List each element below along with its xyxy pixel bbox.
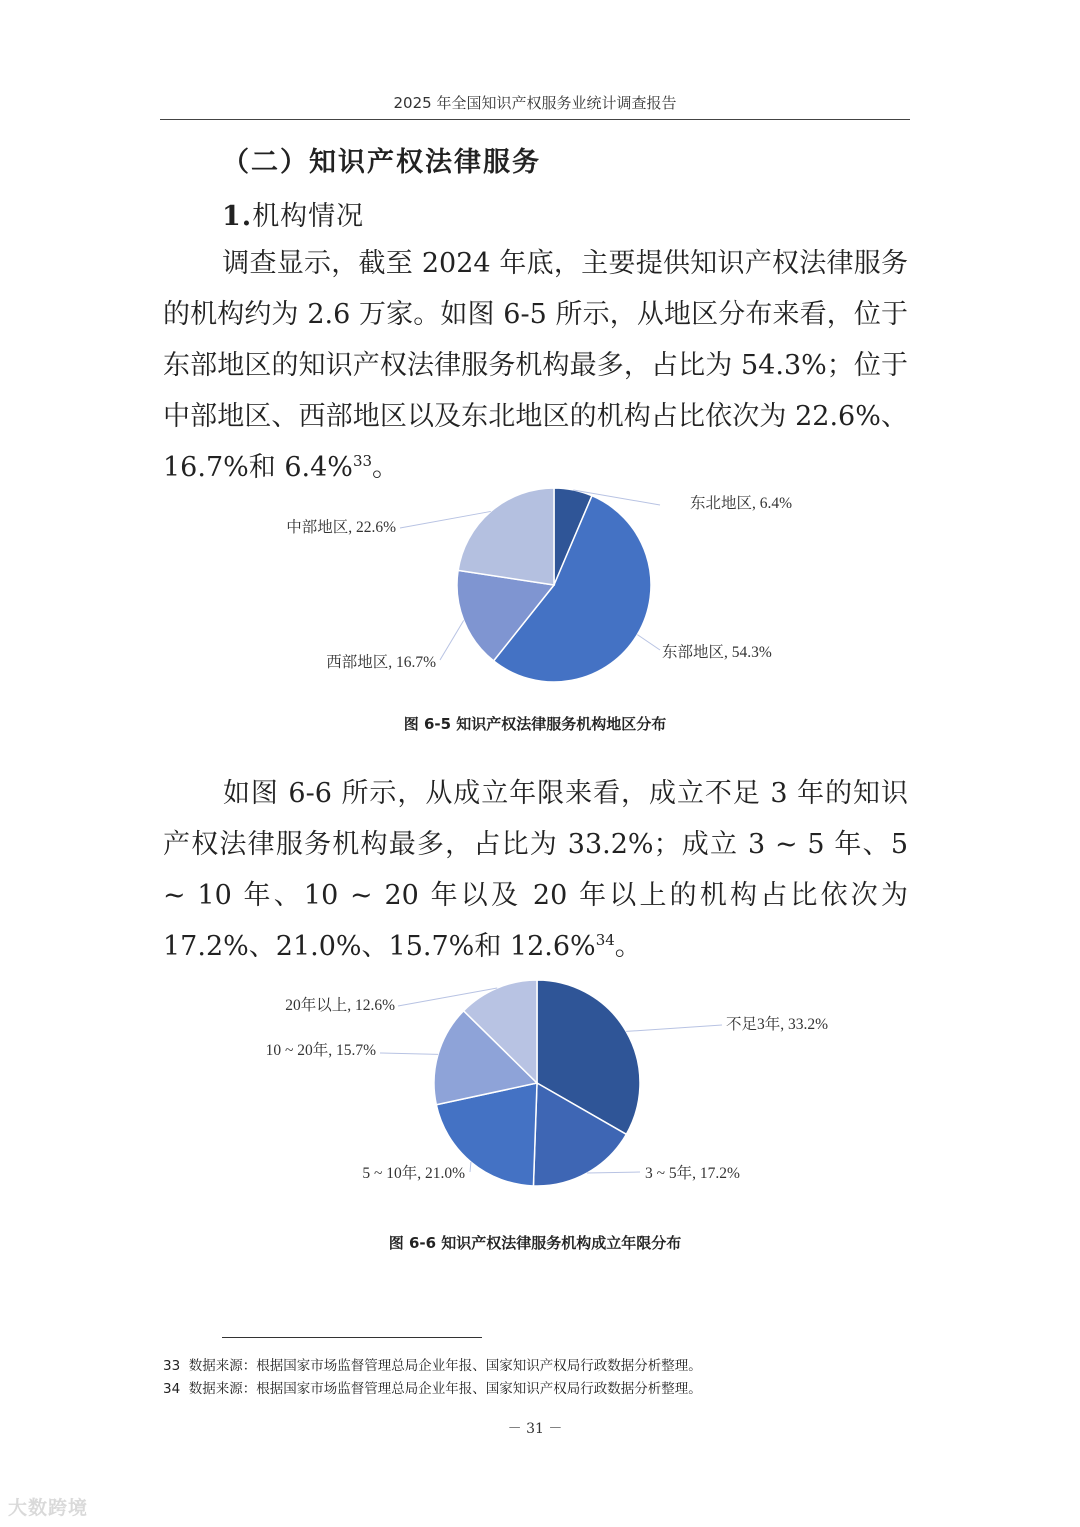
subsection-title: 机构情况 xyxy=(252,201,365,232)
footnote-ref-33: 33 xyxy=(352,452,373,470)
footnote-number: 34 xyxy=(163,1381,181,1397)
paragraph-1-text: 调查显示，截至 2024 年底，主要提供知识产权法律服务的机构约为 2.6 万家。如图 6-5 所示，从地区分布来看，位于东部地区的知识产权法律服务机构最多，占比为 54.3%；位于中部地区、西部地区以及东北地区的机构占比依次为 22.6%、16.7%和 6.4% xyxy=(163,248,908,483)
running-header: 2025 年全国知识产权服务业统计调查报告 xyxy=(393,94,677,112)
leader-line xyxy=(470,1162,471,1172)
paragraph-2-text: 如图 6-6 所示，从成立年限来看，成立不足 3 年的知识产权法律服务机构最多，占比为 33.2%；成立 3 ~ 5 年、5 ~ 10 年、10 ~ 20 年以及 20 年以上的机构占比依次为 17.2%、21.0%、15.7%和 12.6% xyxy=(163,778,908,962)
slice-label: 西部地区, 16.7% xyxy=(326,654,436,671)
slice-label: 不足3年, 33.2% xyxy=(726,1016,829,1033)
footnote-text: 数据来源：根据国家市场监督管理总局企业年报、国家知识产权局行政数据分析整理。 xyxy=(188,1358,702,1374)
slice-label: 10 ~ 20年, 15.7% xyxy=(265,1042,376,1059)
slice-label: 3 ~ 5年, 17.2% xyxy=(645,1165,740,1182)
section-heading: （二）知识产权法律服务 xyxy=(222,147,541,178)
figure-caption-6-5: 图 6-5 知识产权法律服务机构地区分布 xyxy=(403,715,667,733)
slice-label: 东北地区, 6.4% xyxy=(690,495,793,512)
page-number: － 31 － xyxy=(507,1421,563,1437)
slice-label: 5 ~ 10年, 21.0% xyxy=(362,1165,465,1182)
leader-line xyxy=(587,1172,640,1173)
subsection-number: 1. xyxy=(222,201,253,232)
paragraph-1-end: 。 xyxy=(372,452,400,483)
footnote-text: 数据来源：根据国家市场监督管理总局企业年报、国家知识产权局行政数据分析整理。 xyxy=(188,1381,702,1397)
leader-line xyxy=(626,1025,722,1031)
paragraph-2-end: 。 xyxy=(614,931,642,962)
footnote-34 xyxy=(163,1377,923,1397)
slice-label: 东部地区, 54.3% xyxy=(662,644,772,661)
footnote-ref-34: 34 xyxy=(595,931,615,949)
figure-caption-6-6: 图 6-6 知识产权法律服务机构成立年限分布 xyxy=(388,1234,682,1252)
watermark-logo: 大数跨境 xyxy=(8,1497,89,1519)
leader-line xyxy=(380,1053,438,1054)
footnote-rule xyxy=(222,1337,482,1338)
slice-label: 20年以上, 12.6% xyxy=(285,997,395,1014)
footnote-33 xyxy=(163,1354,923,1374)
footnote-number: 33 xyxy=(163,1358,181,1374)
slice-label: 中部地区, 22.6% xyxy=(286,519,396,536)
